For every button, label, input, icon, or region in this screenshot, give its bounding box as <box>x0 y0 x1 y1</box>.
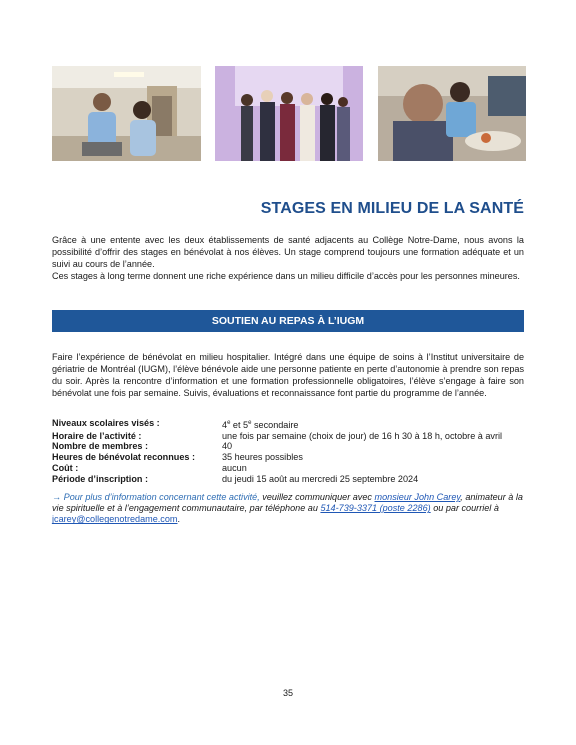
info-row <box>52 418 524 431</box>
info-row <box>52 452 524 463</box>
photo-students-hospital-corridor <box>52 66 201 161</box>
phone-link[interactable]: 514-739-3371 (poste 2286) <box>320 503 431 514</box>
info-row <box>52 474 524 485</box>
arrow-icon: → <box>52 492 62 502</box>
contact-text: ou par courriel à <box>433 503 499 514</box>
contact-paragraph <box>52 492 524 526</box>
info-value: 4e et 5e secondaire <box>222 420 299 431</box>
activity-info-table <box>52 418 524 484</box>
info-row <box>52 463 524 474</box>
intro-paragraph: Grâce à une entente avec les deux établissements de santé adjacents au Collège Notre-Dame, nous avons la possibilité d’offrir des stages en bénévolat à nos élèves. Un stage comprend toujours une formation adéquate et un suivi au cours de l’année. <box>52 235 524 270</box>
contact-lead: Pour plus d’information concernant cette activité, <box>63 492 260 502</box>
contact-text: . <box>177 514 181 525</box>
info-value: 35 heures possibles <box>222 452 303 463</box>
contact-text: , animateur à la vie spirituelle et à l’engagement communautaire, par téléphone au <box>52 492 523 514</box>
info-value: aucun <box>222 462 247 473</box>
contact-name-link[interactable]: monsieur John Carey <box>374 492 461 502</box>
info-value: 40 <box>222 441 233 452</box>
info-label: Nombre de membres : <box>52 441 149 452</box>
page-title: STAGES EN MILIEU DE LA SANTÉ <box>260 200 524 217</box>
info-label: Horaire de l’activité : <box>52 430 142 441</box>
section-description: Faire l’expérience de bénévolat en milieu hospitalier. Intégré dans une équipe de soins à l’Institut universitaire de gériatrie de Montréal (IUGM), l’élève bénévole aide une personne patiente en perte d’autonomie à prendre son repas du soir. Après la rencontre d’information et une formation professionnelle obligatoires, l’élève s’engage à faire son bénévolat une fois par semaine. Suivis, évaluations et reconnaissance font partie du programme de l’année. <box>52 352 524 399</box>
page-number: 35 <box>282 688 293 698</box>
info-value: une fois par semaine (choix de jour) de 16 h 30 à 18 h, octobre à avril <box>222 430 503 441</box>
section-header-bar <box>52 310 524 332</box>
intro-paragraph: Ces stages à long terme donnent une riche expérience dans un milieu difficile d’accès pour les personnes mineures. <box>52 271 520 281</box>
section-title: SOUTIEN AU REPAS À L’IUGM <box>211 315 365 327</box>
info-label: Coût : <box>52 462 79 473</box>
info-value: du jeudi 15 août au mercredi 25 septembre 2024 <box>222 473 419 484</box>
info-label: Heures de bénévolat reconnues : <box>52 452 196 463</box>
info-label: Niveaux scolaires visés : <box>52 418 160 428</box>
info-row <box>52 441 524 452</box>
info-label: Période d’inscription : <box>52 473 148 484</box>
photo-group-of-volunteers <box>215 66 363 161</box>
email-link[interactable]: jcarey@collegenotredame.com <box>52 514 178 525</box>
contact-text: veuillez communiquer avec <box>262 492 372 502</box>
photo-volunteer-with-patient <box>378 66 526 161</box>
info-row <box>52 431 524 442</box>
